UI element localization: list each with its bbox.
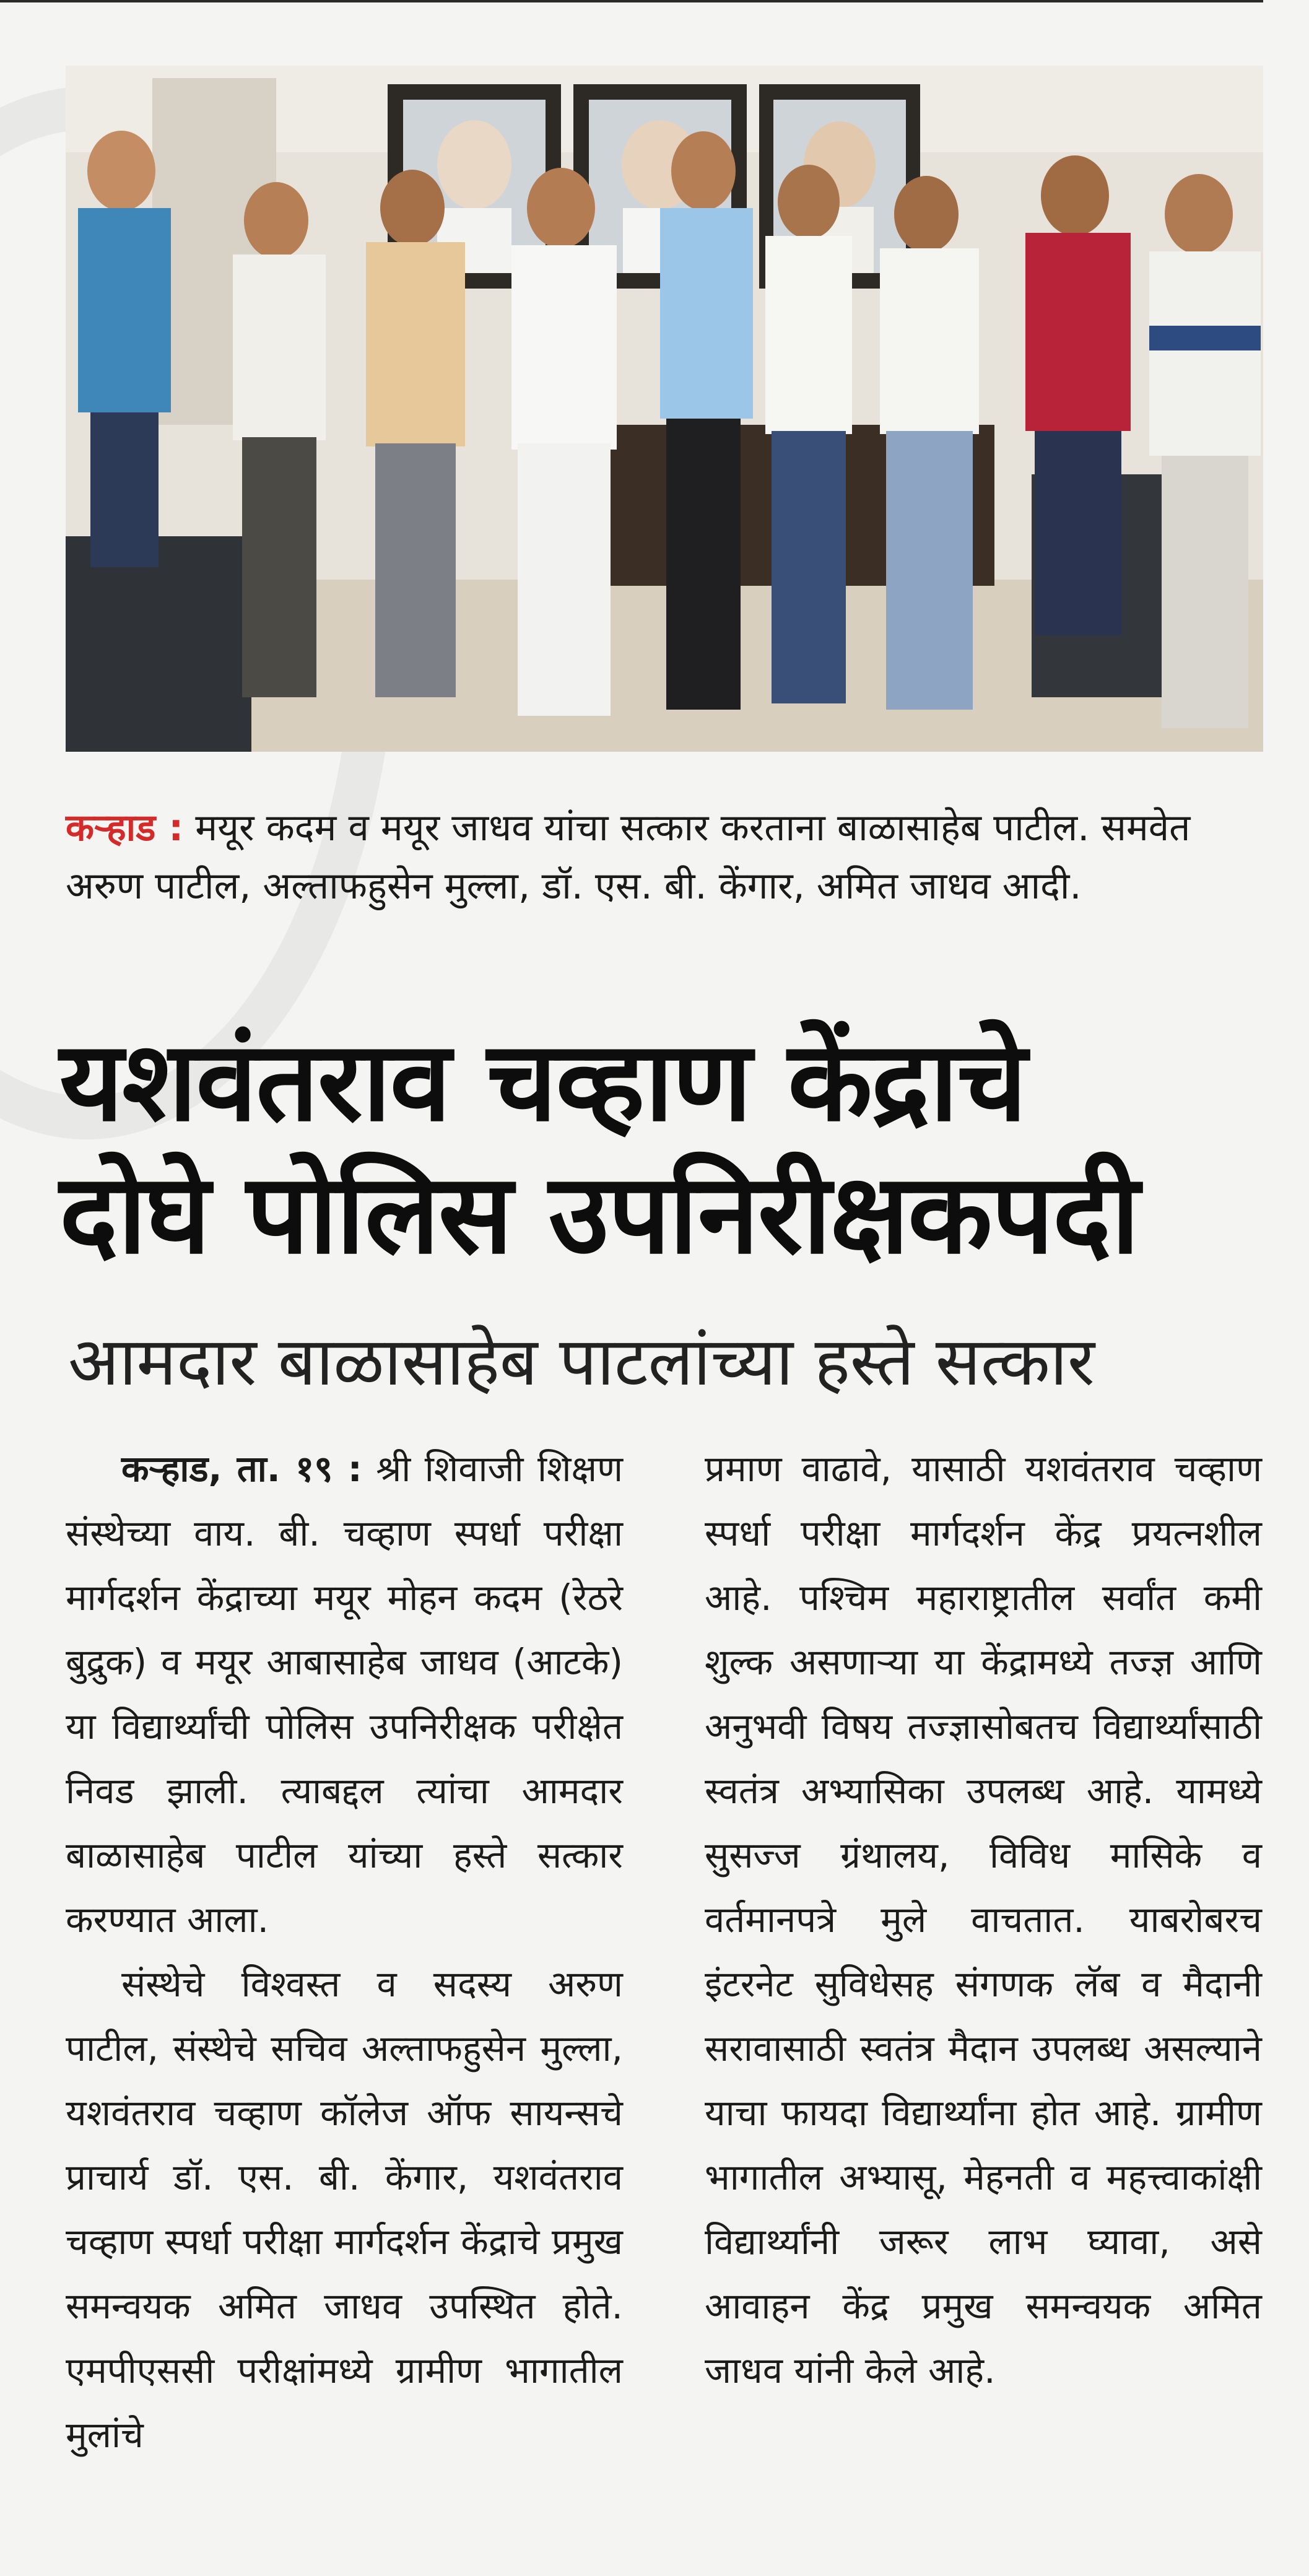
headline-line-2: दोघे पोलिस उपनिरीक्षकपदी — [59, 1150, 1139, 1278]
news-photo — [66, 66, 1263, 752]
headline-line-1: यशवंतराव चव्हाण केंद्राचे — [59, 1017, 1026, 1146]
subheadline: आमदार बाळासाहेब पाटलांच्या हस्ते सत्कार — [68, 1323, 1095, 1401]
caption-dateline: कऱ्हाड : — [66, 806, 184, 850]
article-dateline: कऱ्हाड, ता. १९ : — [121, 1448, 362, 1490]
article-paragraph-3: प्रमाण वाढावे, यासाठी यशवंतराव चव्हाण स्पर्धा परीक्षा मार्गदर्शन केंद्र प्रयत्नशील आहे. पश्चिम महाराष्ट्रातील सर्वांत कमी शुल्क असणाऱ्या या केंद्रामध्ये तज्ज्ञ आणि अनुभवी विषय तज्ज्ञासोबतच विद्यार्थ्यांसाठी स्वतंत्र अभ्यासिका उपलब्ध आहे. यामध्ये सुसज्ज ग्रंथालय, विविध मासिके व वर्तमानपत्रे मुले वाचतात. याबरोबरच इंटरनेट सुविधेसह संगणक लॅब व मैदानी सरावासाठी स्वतंत्र मैदान उपलब्ध असल्याने याचा फायदा विद्यार्थ्यांना होत आहे. ग्रामीण भागातील अभ्यासू, मेहनती व महत्त्वाकांक्षी विद्यार्थ्यांनी जरूर लाभ घ्यावा, असे आवाहन केंद्र प्रमुख समन्वयक अमित जाधव यांनी केले आहे. — [705, 1448, 1262, 2391]
caption-text: मयूर कदम व मयूर जाधव यांचा सत्कार करताना बाळासाहेब पाटील. समवेत अरुण पाटील, अल्ताफहुसेन मुल्ला, डॉ. एस. बी. केंगार, अमित जाधव आदी. — [66, 806, 1191, 908]
article-paragraph-2: संस्थेचे विश्वस्त व सदस्य अरुण पाटील, संस्थेचे सचिव अल्ताफहुसेन मुल्ला, यशवंतराव चव्हाण कॉलेज ऑफ सायन्सचे प्राचार्य डॉ. एस. बी. केंगार, यशवंतराव चव्हाण स्पर्धा परीक्षा मार्गदर्शन केंद्राचे प्रमुख समन्वयक अमित जाधव उपस्थित होते. एमपीएससी परीक्षांमध्ये ग्रामीण भागातील मुलांचे — [66, 1963, 623, 2456]
article-column-right — [705, 1437, 1262, 2403]
article-paragraph-1 — [66, 1437, 623, 1952]
photo-caption — [66, 799, 1263, 915]
headline — [59, 1016, 1273, 1281]
article-column-left — [66, 1437, 623, 2467]
group-photo-illustration — [66, 66, 1263, 752]
article-paragraph-1-text: श्री शिवाजी शिक्षण संस्थेच्या वाय. बी. चव्हाण स्पर्धा परीक्षा मार्गदर्शन केंद्राच्या मयूर मोहन कदम (रेठरे बुद्रुक) व मयूर आबासाहेब जाधव (आटके) या विद्यार्थ्यांची पोलिस उपनिरीक्षक परीक्षेत निवड झाली. त्याबद्दल त्यांचा आमदार बाळासाहेब पाटील यांच्या हस्ते सत्कार करण्यात आला. — [66, 1448, 624, 1941]
top-rule — [0, 0, 1263, 2]
office-chair-left — [66, 536, 251, 752]
